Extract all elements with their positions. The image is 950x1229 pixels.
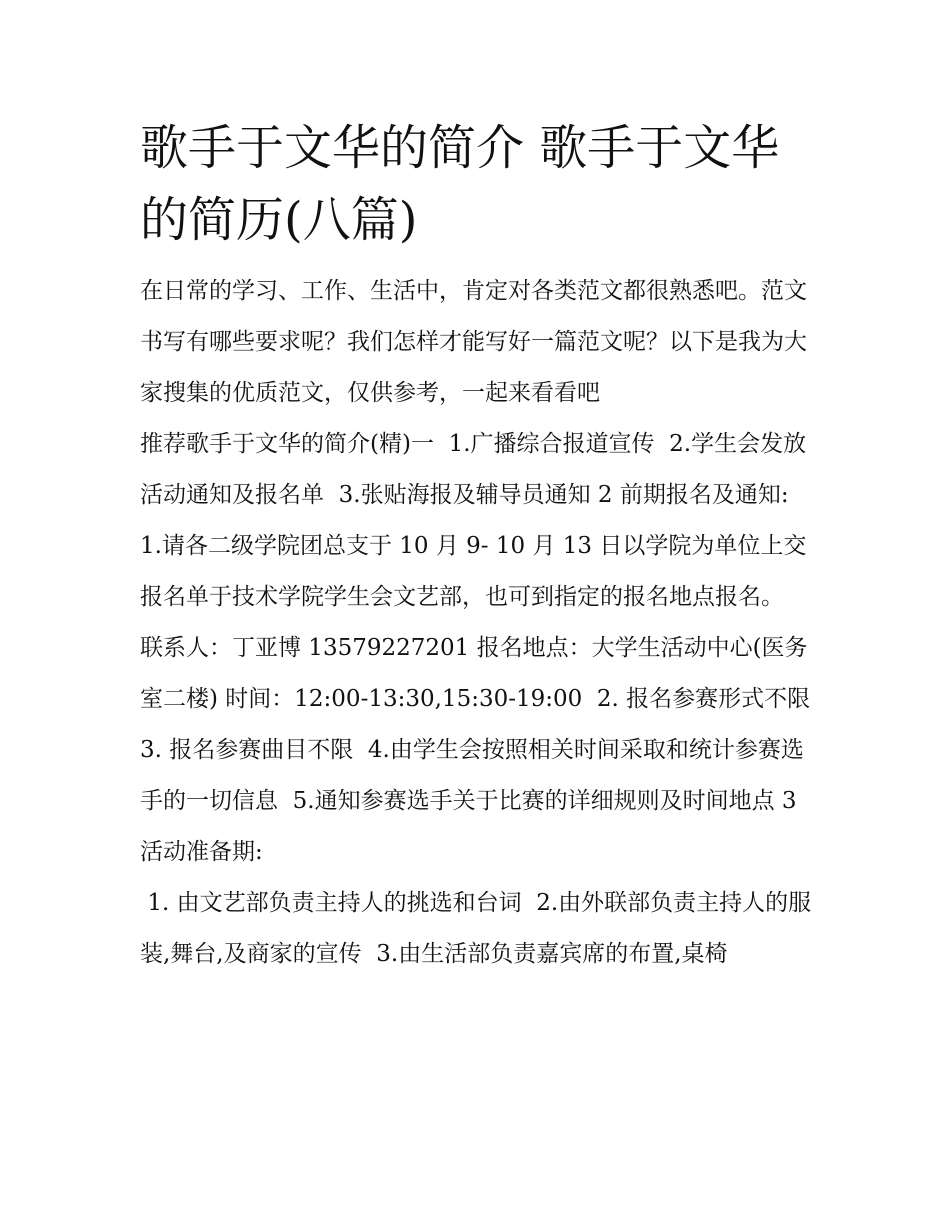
registration-paragraph: 1.请各二级学院团总支于 10 月 9- 10 月 13 日以学院为单位上交报名单于技术学院学生会文艺部，也可到指定的报名地点报名。 (140, 533, 807, 610)
preparation-paragraph: 1. 由文艺部负责主持人的挑选和台词 2.由外联部负责主持人的服装,舞台,及商家的宣传 3.由生活部负责嘉宾席的布置,桌椅 (140, 890, 812, 967)
contact-paragraph: 联系人：丁亚博 13579227201 报名地点：大学生活动中心(医务室二楼) 时间：12:00-13:30,15:30-19:00 2. 报名参赛形式不限 3. 报名参赛曲目不限 4.由学生会按照相关时间采取和统计参赛选手的一切信息 5.通知参赛选手关于比赛的详细规则及时间地点 3 活动准备期: (140, 635, 825, 865)
intro-paragraph: 在日常的学习、工作、生活中，肯定对各类范文都很熟悉吧。范文书写有哪些要求呢？我们怎样才能写好一篇范文呢？以下是我为大家搜集的优质范文，仅供参考，一起来看看吧 (140, 278, 807, 406)
recommendation-paragraph: 推荐歌手于文华的简介(精)一 1.广播综合报道宣传 2.学生会发放活动通知及报名单 3.张贴海报及辅导员通知 2 前期报名及通知: (140, 431, 807, 508)
document-title: 歌手于文华的简介 歌手于文华的简历(八篇) (140, 120, 780, 248)
document-body (140, 112, 825, 980)
